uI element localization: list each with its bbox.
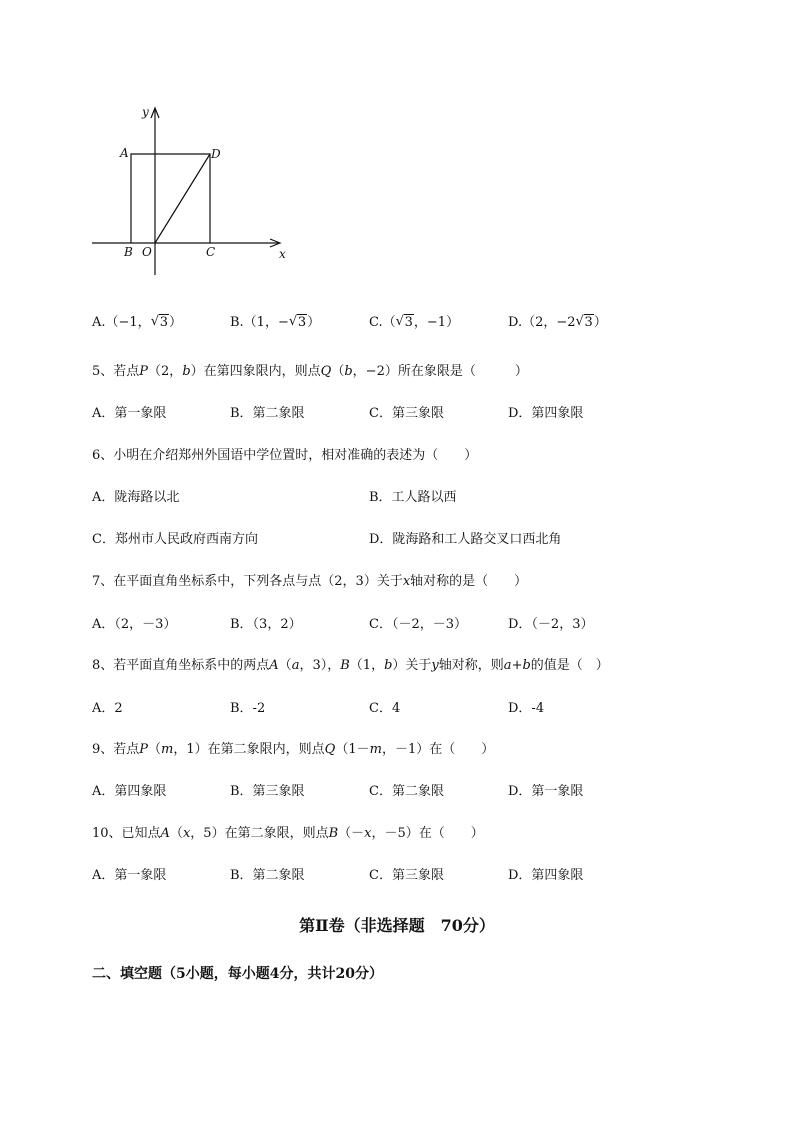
q6-option-a: A．陇海路以北 <box>92 490 180 505</box>
part-heading: 二、填空题（5小题，每小题4分，共计20分） <box>92 966 383 982</box>
rectangle-abcd <box>131 154 210 243</box>
q4-option-a <box>92 311 182 330</box>
q4-a-suffix: ） <box>168 315 182 330</box>
q7-option-b: B．（3，2） <box>230 617 302 632</box>
q5-option-c: C．第三象限 <box>369 406 444 421</box>
question-6-stem: 6、小明在介绍郑州外国语中学位置时，相对准确的表述为（ ） <box>92 448 478 463</box>
question-8-stem: 8、若平面直角坐标系中的两点A（a，3），B（1，b）关于y轴对称，则a+b的值是（ ） <box>92 658 609 673</box>
sqrt-icon: √ 3 <box>151 315 169 330</box>
label-a: A <box>120 146 129 160</box>
q8-option-a: A．2 <box>92 701 123 716</box>
q7-option-a: A．（2，－3） <box>92 617 177 632</box>
q4-option-c <box>369 311 459 330</box>
label-y: y <box>142 105 149 119</box>
question-5-stem: 5、若点P（2，b）在第四象限内，则点Q（b，−2）所在象限是（ ） <box>92 364 528 379</box>
coordinate-figure <box>80 100 300 280</box>
label-b: B <box>124 245 133 259</box>
q4-d-suffix: ） <box>593 315 607 330</box>
sqrt-icon: √ 3 <box>396 315 414 330</box>
q10-option-a: A．第一象限 <box>92 868 167 883</box>
q7-option-c: C．（－2，－3） <box>369 617 467 632</box>
q9-option-d: D．第一象限 <box>508 784 584 799</box>
q4-c-prefix: C.（ <box>369 315 396 330</box>
q5-option-d: D．第四象限 <box>508 406 584 421</box>
q4-c-suffix: ，−1） <box>413 315 460 330</box>
q8-option-c: C．4 <box>369 701 401 716</box>
label-c: C <box>206 245 216 259</box>
label-d: D <box>211 147 221 161</box>
label-o: O <box>142 245 152 259</box>
q6-option-b: B．工人路以西 <box>369 490 457 505</box>
q10-option-c: C．第三象限 <box>369 868 444 883</box>
q10-option-d: D．第四象限 <box>508 868 584 883</box>
q4-option-b <box>230 311 320 330</box>
q4-b-suffix: ） <box>307 315 321 330</box>
q8-option-d: D．-4 <box>508 701 545 716</box>
q5-option-b: B．第二象限 <box>230 406 305 421</box>
q10-option-b: B．第二象限 <box>230 868 305 883</box>
q5-option-a: A．第一象限 <box>92 406 167 421</box>
q9-option-c: C．第二象限 <box>369 784 444 799</box>
q9-option-b: B．第三象限 <box>230 784 305 799</box>
q4-option-d <box>508 311 607 330</box>
q6-option-d: D．陇海路和工人路交叉口西北角 <box>369 532 562 547</box>
q4-d-prefix: D.（2，−2 <box>508 315 576 330</box>
q9-option-a: A．第四象限 <box>92 784 167 799</box>
segment-od <box>155 154 210 243</box>
sqrt-icon: √ 3 <box>289 315 307 330</box>
question-7-stem: 7、在平面直角坐标系中，下列各点与点（2，3）关于x轴对称的是（ ） <box>92 574 528 589</box>
question-10-stem: 10、已知点A（x，5）在第二象限，则点B（－x，－5）在（ ） <box>92 826 484 841</box>
q7-option-d: D．（－2，3） <box>508 617 594 632</box>
section-title: 第Ⅱ卷（非选择题 70分） <box>299 916 495 935</box>
q6-option-c: C．郑州市人民政府西南方向 <box>92 532 258 547</box>
question-9-stem: 9、若点P（m，1）在第二象限内，则点Q（1－m，－1）在（ ） <box>92 742 495 757</box>
q8-option-b: B．-2 <box>230 701 266 716</box>
label-x: x <box>279 247 286 261</box>
q4-a-prefix: A.（−1， <box>92 315 151 330</box>
sqrt-icon: √ 3 <box>576 315 594 330</box>
q4-b-prefix: B.（1，− <box>230 315 289 330</box>
